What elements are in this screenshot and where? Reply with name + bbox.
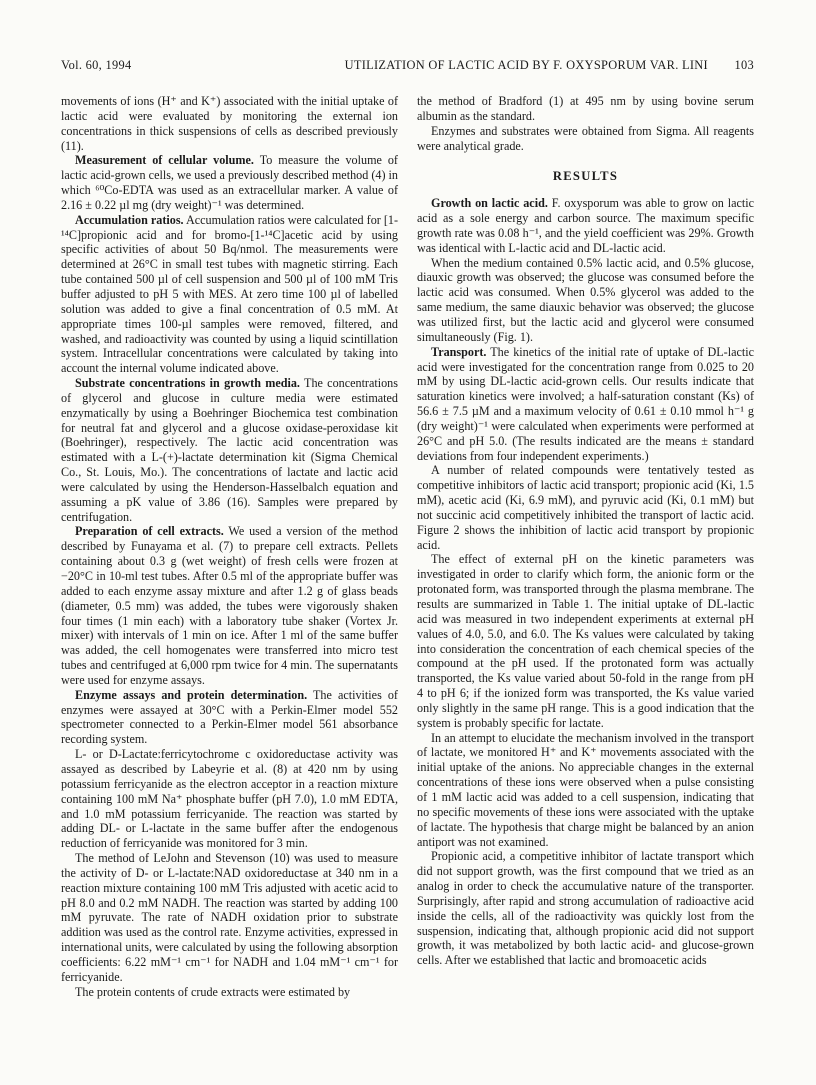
paragraph-protein-contents: The protein contents of crude extracts were estimated by (75, 984, 351, 999)
body-growth: F. oxysporum was able to grow on lactic acid as a sole energy and carbon source. The maximum specific growth rate was 0.08 h⁻¹, and the yield coefficient was 29%. Growth was identical with L-lactic acid and DL-lactic acid. (417, 196, 754, 255)
body-transport: The kinetics of the initial rate of uptake of DL-lactic acid were investigated for the concentration range from 0.025 to 20 mM by using DL-lactic acid-grown cells. Our results indicate that saturation kinetics were involved; a half-saturation constant (Ks) of 56.6 ± 7.5 µM and a maximum velocity of 0.61 ± 0.10 mmol h⁻¹ g (dry weight)⁻¹ were calculated when experiments were performed at 26°C and pH 5.0. (The results indicated are the means ± standard deviations from four independent experiments.) (417, 344, 754, 463)
paragraph-enzymes-sigma: Enzymes and substrates were obtained from Sigma. All reagents were analytical grade. (417, 123, 754, 153)
running-header (61, 58, 754, 84)
subheading-cellular-volume: Measurement of cellular volume. (75, 153, 254, 168)
body-substrate-concentrations: The concentrations of glycerol and glucose in culture media were estimated enzymatically by using a Boehringer Biochemica test combination for neutral fat and glycerol and a glucose oxidase-peroxidase kit (Boehringer), respectively. The lactic acid concentration was estimated with a L-(+)-lactate determination kit (Sigma Chemical Co., St. Louis, Mo.). The concentrations of lactate and lactic acid were calculated by using the Henderson-Hasselbalch equation and assuming a pK value of 3.86 (16). Samples were prepared by centrifugation. (61, 376, 398, 524)
paragraph-accumulation-ratios (61, 213, 398, 376)
body-enzyme-assays: The activities of enzymes were assayed at 30°C with a Perkin-Elmer model 552 spectrometer connected to a Perkin-Elmer model 561 absorbance recording system. (61, 687, 398, 747)
paragraph-nad-oxidoreductase: The method of LeJohn and Stevenson (10) was used to measure the activity of D- or L-lactate:NAD oxidoreductase at 340 nm in a reaction mixture containing 100 mM Tris adjusted with acetic acid to pH 8.0 and 0.2 mM NADH. The reaction was started by adding 100 mM pyruvate. The rate of NADH oxidation prior to substrate addition was used as the control rate. Enzyme activities, expressed in international units, were calculated by using the following absorption coefficients: 6.22 mM⁻¹ cm⁻¹ for NADH and 1.04 mM⁻¹ cm⁻¹ for ferricyanide. (61, 851, 398, 984)
subheading-accumulation-ratios: Accumulation ratios. (75, 212, 184, 227)
subheading-growth: Growth on lactic acid. (431, 196, 548, 211)
subheading-transport: Transport. (431, 344, 487, 359)
running-title: UTILIZATION OF LACTIC ACID BY F. OXYSPORUM VAR. LINI (344, 58, 708, 72)
paragraph-transport (417, 345, 754, 464)
page-number: 103 (734, 58, 754, 72)
paragraph-external-ph: The effect of external pH on the kinetic parameters was investigated in order to clarify which form, the anionic form or the protonated form, was transported through the plasma membrane. The results are summarized in Table 1. The initial uptake of DL-lactic acid was measured in two independent experiments at external pH values of 4.0, 5.0, and 6.0. The Ks values were calculated by taking into consideration the concentration of each chemical species of the compound at the pH used. If the protonated form was actually transported, the Ks value varied about 50-fold in the range from pH 4 to pH 6; if the ionized form was transported, the Ks value varied only slightly in the same pH range. This is a good indication that the system is probably specific for lactate. (417, 552, 754, 730)
left-column (61, 94, 398, 999)
paragraph-cellular-volume (61, 153, 398, 212)
volume-label: Vol. 60, 1994 (61, 58, 132, 72)
paragraph-diauxic-growth: When the medium contained 0.5% lactic acid, and 0.5% glucose, diauxic growth was observed; the glucose was consumed before the lactic acid was consumed. When 0.5% glycerol was added to the same medium, the same diauxic behavior was observed; the glucose was utilized first, but the lactic acid and glycerol were consumed simultaneously (Fig. 1). (417, 255, 754, 344)
body-accumulation-ratios: Accumulation ratios were calculated for [1-¹⁴C]propionic acid and for bromo-[1-¹⁴C]acetic acid by using specific activities of about 50 Bq/nmol. The measurements were determined at 26°C in small test tubes with magnetic stirring. Each tube contained 500 µl of cell suspension and 500 µl of 100 mM Tris buffer adjusted to pH 5 with MES. At zero time 100 µl of labelled solution was added to give a final concentration of 0.5 mM. At appropriate times 100-µl samples were removed, filtered, and washed, and radioactivity was counted by using a liquid scintillation system. Intracellular concentrations were calculated by taking into account the internal volume indicated above. (61, 212, 398, 376)
subheading-cell-extracts: Preparation of cell extracts. (75, 524, 224, 539)
paragraph-ion-movements: movements of ions (H⁺ and K⁺) associated with the initial uptake of lactic acid were evaluated by monitoring the external ion concentrations in thick suspensions of cells as described previously (11). (61, 94, 398, 153)
paragraph-bradford: the method of Bradford (1) at 495 nm by using bovine serum albumin as the standard. (417, 94, 754, 123)
section-heading-results: RESULTS (552, 169, 619, 184)
paragraph-enzyme-assays (61, 688, 398, 747)
right-column (417, 94, 754, 999)
paragraph-growth-lactic-acid (417, 196, 754, 255)
paragraph-propionic-acid: Propionic acid, a competitive inhibitor of lactate transport which did not support growth, was the first compound that we tried as an analog in order to check the accumulative nature of the transporter. Surprisingly, after rapid and strong accumulation of radioactive acid inside the cells, all of the radioactivity was quickly lost from the suspension, indicating that, although propionic acid did not support growth, it was metabolized by both lactic acid- and glucose-grown cells. After we established that lactic and bromoacetic acids (417, 849, 754, 968)
body-cellular-volume: To measure the volume of lactic acid-grown cells, we used a previously described method (4) in which ⁶⁰Co-EDTA was used as an extracellular marker. A value of 2.16 ± 0.22 µl mg (dry weight)⁻¹ was determined. (61, 153, 398, 212)
body-cell-extracts: We used a version of the method described by Funayama et al. (7) to prepare cell extracts. Pellets containing about 0.3 g (wet weight) of fresh cells were frozen at −20°C in 10-ml test tubes. After 0.5 ml of the appropriate buffer was added to each enzyme assay mixture and after 1.2 g of glass beads (diameter, 0.5 mm) was added, the tubes were vigorously shaken four times (1 min each) with a laboratory tube shaker (Vortex Jr. mixer) with intervals of 1 min on ice. After 1 ml of the same buffer was added, the cell homogenates were transferred into micro test tubes and centrifuged at 6,000 rpm twice for 4 min. The supernatants were used for enzyme assays. (61, 524, 398, 687)
paragraph-competitive-inhibitors: A number of related compounds were tentatively tested as competitive inhibitors of lactic acid transport; propionic acid (Ki, 1.5 mM), acetic acid (Ki, 6.9 mM), and pyruvic acid (Ki, 0.1 mM) but not succinic acid competitively inhibited the transport of lactic acid. Figure 2 shows the inhibition of lactic acid transport by propionic acid. (417, 463, 754, 552)
paragraph-ferricytochrome-assay: L- or D-Lactate:ferricytochrome c oxidoreductase activity was assayed as described by Labeyrie et al. (8) at 420 nm by using potassium ferricyanide as the electron acceptor in a reaction mixture containing 100 mM Na⁺ phosphate buffer (pH 7.0), 1.0 mM EDTA, and 1.0 mM potassium ferricyanide. The reaction was started by adding DL- or L-lactate in the same buffer after the endogenous reduction of ferricyanide was monitored for 3 min. (61, 747, 398, 851)
paragraph-substrate-concentrations (61, 376, 398, 524)
paragraph-cell-extracts (61, 524, 398, 687)
subheading-substrate-concentrations: Substrate concentrations in growth media. (75, 376, 300, 391)
paragraph-ion-mechanism: In an attempt to elucidate the mechanism involved in the transport of lactate, we monitored H⁺ and K⁺ movements associated with the initial uptake of the anions. No appreciable changes in the external concentrations of these ions were observed when a pulse consisting of 1 mM lactic acid was added to a cell suspension, indicating that no specific movements of these ions were associated with the uptake of lactate. The hypothesis that charge might be balanced by an anion antiport was not examined. (417, 730, 754, 849)
subheading-enzyme-assays: Enzyme assays and protein determination. (75, 687, 308, 702)
